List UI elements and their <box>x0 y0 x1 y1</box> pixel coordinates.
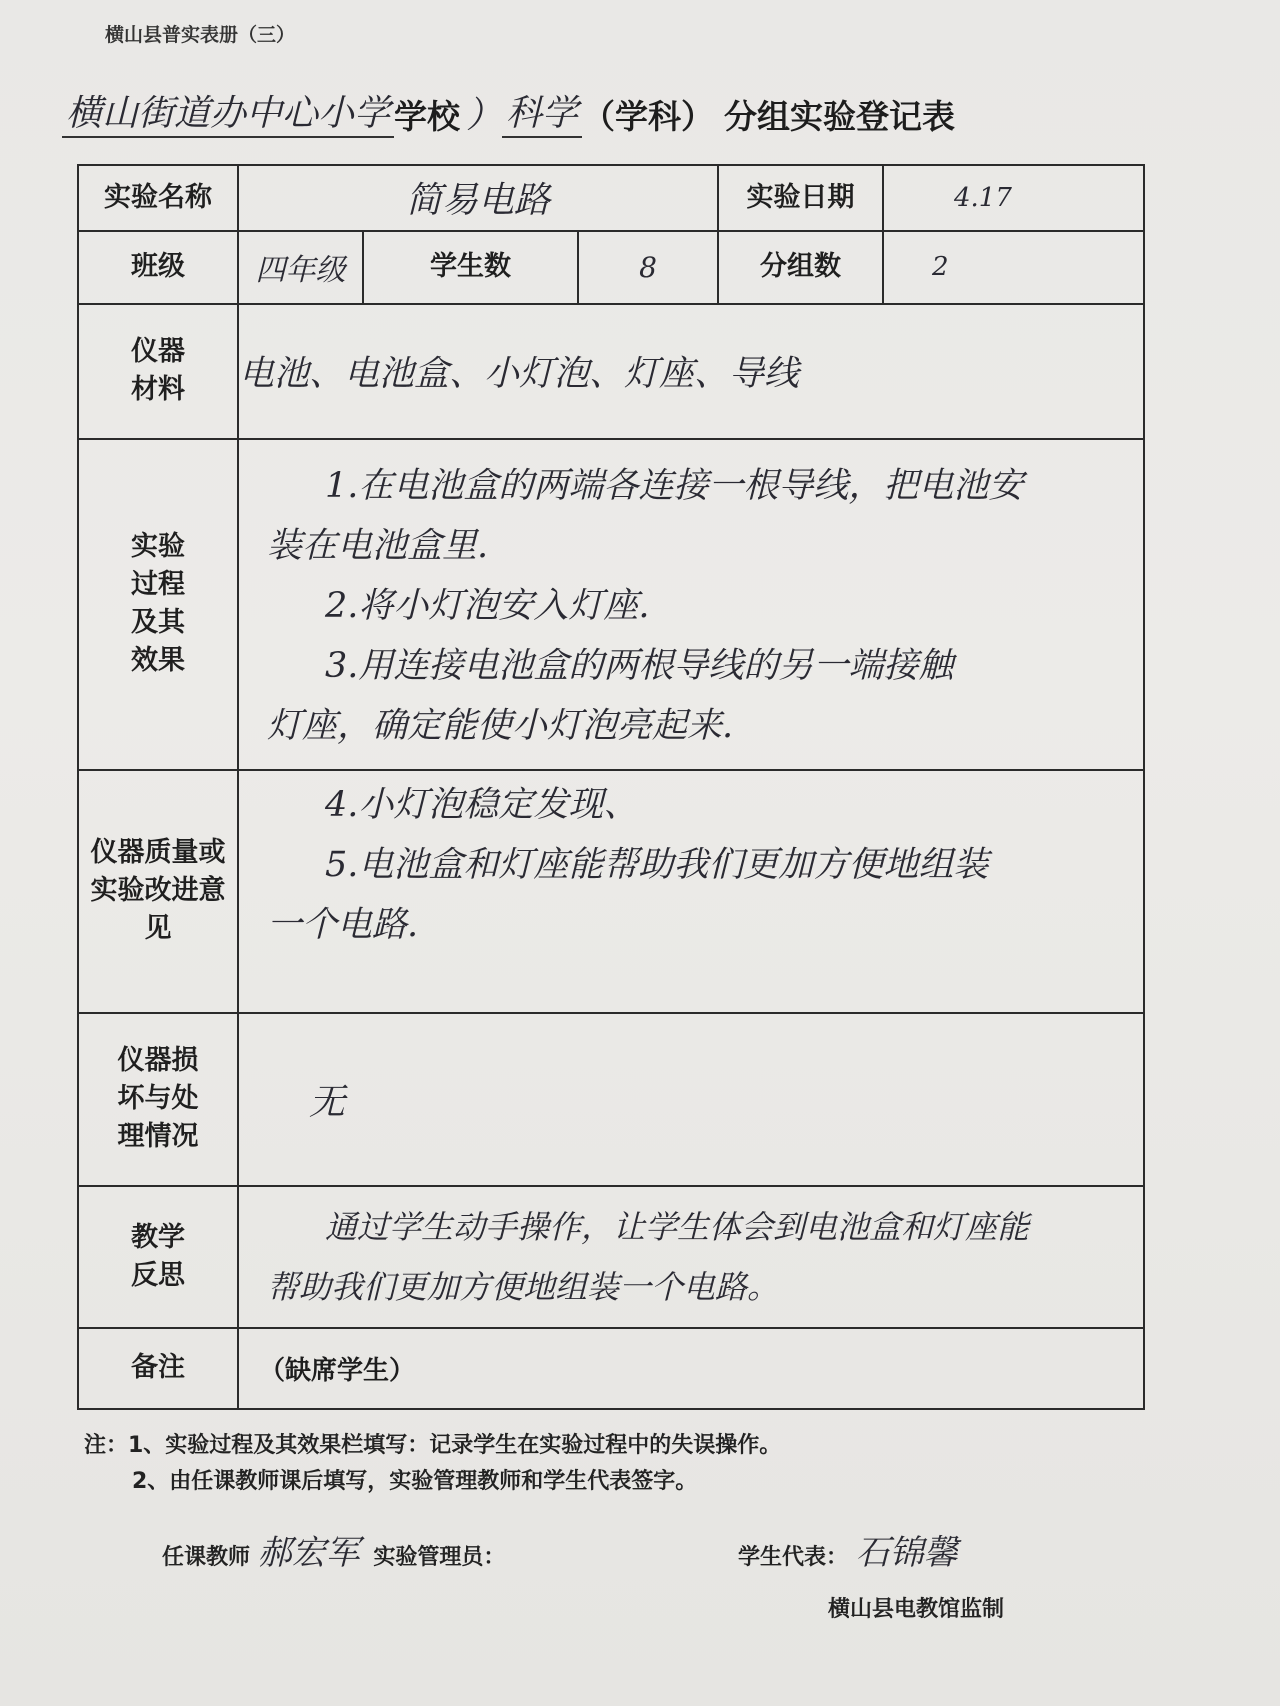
quality-line: 5.电池盒和灯座能帮助我们更加方便地组装 <box>325 844 989 885</box>
students-cell <box>578 231 718 304</box>
reflection-line: 通过学生动手操作，让学生体会到电池盒和灯座能 <box>325 1207 1030 1246</box>
school-name: 横山街道办中心小学 <box>62 85 394 138</box>
damage-value: 无 <box>309 1081 346 1123</box>
form-notes <box>84 1428 781 1500</box>
quality-text <box>239 771 1143 965</box>
class-cell <box>238 231 363 304</box>
school-suffix: 学校 <box>394 97 461 136</box>
admin-label: 实验管理员： <box>373 1545 506 1570</box>
process-label-text: 实验过程及其效果 <box>130 531 185 677</box>
class-label: 班级 <box>78 231 238 304</box>
note-line-1: 注：1、实验过程及其效果栏填写：记录学生在实验过程中的失误操作。 <box>84 1433 782 1458</box>
student-rep-label: 学生代表： <box>738 1545 849 1570</box>
remark-label: 备注 <box>78 1328 238 1409</box>
materials-value: 电池、电池盒、小灯泡、灯座、导线 <box>239 354 800 395</box>
process-line: 装在电池盒里. <box>267 526 489 567</box>
exp-name-cell <box>238 165 718 231</box>
reflection-text <box>239 1197 1143 1317</box>
reflection-label-text: 教学反思 <box>130 1221 185 1291</box>
process-line: 3.用连接电池盒的两根导线的另一端接触 <box>325 646 954 687</box>
quality-line: 4.小灯泡稳定发现、 <box>325 784 639 825</box>
teacher-signature: 郝宏军 <box>257 1533 360 1573</box>
materials-cell <box>238 304 1144 439</box>
form-title <box>62 82 955 138</box>
process-cell <box>238 439 1144 770</box>
note-line-2: 2、由任课教师课后填写，实验管理教师和学生代表签字。 <box>132 1469 698 1494</box>
groups-label: 分组数 <box>718 231 883 304</box>
groups-value: 2 <box>932 252 949 283</box>
teacher-label: 任课教师 <box>162 1545 251 1570</box>
materials-label <box>78 304 238 439</box>
process-line: 1.在电池盒的两端各连接一根导线，把电池安 <box>325 466 1024 507</box>
experiment-register-table <box>77 164 1145 1410</box>
title-bracket: ） <box>466 95 503 136</box>
teacher-signature-block <box>162 1525 505 1574</box>
form-name: 分组实验登记表 <box>724 97 956 136</box>
student-signature-block <box>738 1525 958 1574</box>
damage-cell <box>238 1013 1144 1185</box>
materials-label-text: 仪器材料 <box>130 336 185 406</box>
process-text <box>239 442 1143 766</box>
quality-cell <box>238 770 1144 1014</box>
groups-cell <box>883 231 1144 304</box>
remark-value: （缺席学生） <box>259 1355 416 1386</box>
process-label <box>78 439 238 770</box>
remark-cell <box>238 1328 1144 1409</box>
footer-supervisor: 横山县电教馆监制 <box>828 1597 1005 1622</box>
student-signature: 石锦馨 <box>855 1533 958 1573</box>
exp-date-cell <box>883 165 1144 231</box>
subject-suffix: （学科） <box>582 97 715 136</box>
students-label: 学生数 <box>363 231 578 304</box>
quality-label-text: 仪器质量或实验改进意见 <box>90 837 226 945</box>
booklet-header: 横山县普实表册（三） <box>105 24 296 46</box>
reflection-cell <box>238 1186 1144 1328</box>
class-value: 四年级 <box>255 253 346 289</box>
students-value: 8 <box>639 250 657 284</box>
process-line: 灯座，确定能使小灯泡亮起来. <box>267 706 734 747</box>
quality-label <box>78 770 238 1014</box>
exp-name-value: 简易电路 <box>405 180 550 222</box>
quality-line: 一个电路. <box>267 904 419 945</box>
reflection-label <box>78 1186 238 1328</box>
damage-label <box>78 1013 238 1185</box>
damage-label-text: 仪器损坏与处理情况 <box>117 1045 199 1153</box>
reflection-line: 帮助我们更加方便地组装一个电路。 <box>267 1267 780 1306</box>
subject-name: 科学 <box>502 85 582 138</box>
exp-name-label: 实验名称 <box>78 165 238 231</box>
exp-date-label: 实验日期 <box>718 165 883 231</box>
exp-date-value: 4.17 <box>954 182 1012 213</box>
process-line: 2.将小灯泡安入灯座. <box>325 586 650 627</box>
